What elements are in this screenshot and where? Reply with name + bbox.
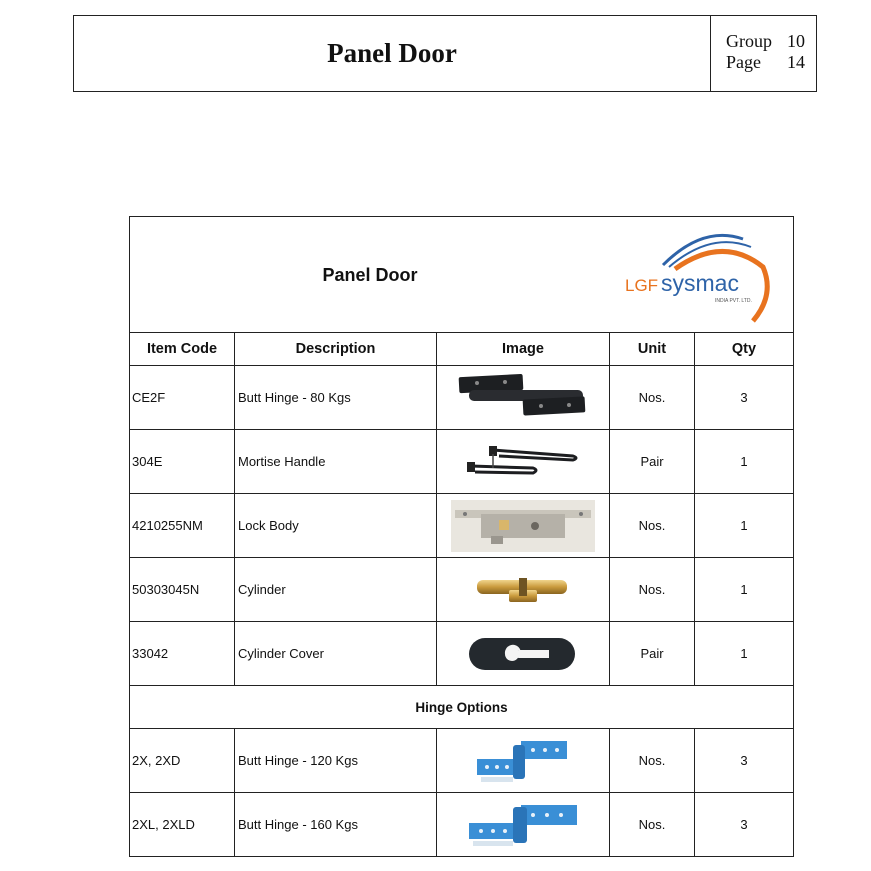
table-row [130,494,794,558]
page-value: 14 [787,52,805,72]
blue-butt-hinge-icon [473,739,573,783]
group-label: Group [726,31,772,51]
item-image [437,494,610,558]
item-image [437,366,610,430]
black-butt-hinge-icon [453,372,593,424]
logo-sysmac-text: sysmac [661,270,739,296]
item-description: Lock Body [235,494,437,558]
item-image [437,558,610,622]
col-unit: Unit [610,333,695,366]
hinge-options-heading: Hinge Options [130,686,794,729]
item-image [437,430,610,494]
hinge-options-heading-row [130,686,794,729]
item-unit: Nos. [610,494,695,558]
item-code: 2XL, 2XLD [130,793,235,857]
group-value: 10 [787,31,805,51]
item-code: 33042 [130,622,235,686]
item-description: Butt Hinge - 120 Kgs [235,729,437,793]
item-code: 50303045N [130,558,235,622]
item-image [437,793,610,857]
table-row [130,793,794,857]
item-code: 2X, 2XD [130,729,235,793]
item-code: 4210255NM [130,494,235,558]
item-qty: 1 [695,430,794,494]
item-qty: 3 [695,793,794,857]
parts-table [129,216,794,857]
item-unit: Nos. [610,366,695,430]
table-title-cell [130,217,794,333]
item-code: CE2F [130,366,235,430]
item-description: Cylinder [235,558,437,622]
item-unit: Pair [610,430,695,494]
col-image: Image [437,333,610,366]
item-qty: 1 [695,558,794,622]
page-reference [710,16,816,91]
item-description: Cylinder Cover [235,622,437,686]
item-qty: 1 [695,494,794,558]
item-unit: Pair [610,622,695,686]
cylinder-cover-icon [467,634,579,674]
item-qty: 3 [695,729,794,793]
item-qty: 1 [695,622,794,686]
table-row [130,622,794,686]
lever-handle-icon [463,440,583,484]
item-description: Mortise Handle [235,430,437,494]
page-header [73,15,817,92]
item-unit: Nos. [610,793,695,857]
page-title: Panel Door [327,38,457,68]
item-code: 304E [130,430,235,494]
brass-cylinder-icon [473,572,573,608]
item-description: Butt Hinge - 160 Kgs [235,793,437,857]
table-row [130,729,794,793]
table-title: Panel Door [322,265,418,285]
item-image [437,622,610,686]
lgf-sysmac-logo [623,225,779,325]
table-row [130,366,794,430]
logo-subtext: INDIA PVT. LTD. [715,298,752,304]
item-unit: Nos. [610,729,695,793]
col-qty: Qty [695,333,794,366]
item-description: Butt Hinge - 80 Kgs [235,366,437,430]
col-item-code: Item Code [130,333,235,366]
table-row [130,558,794,622]
lock-body-icon [451,500,595,552]
table-row [130,430,794,494]
blue-butt-hinge-icon [465,803,581,847]
col-description: Description [235,333,437,366]
table-header-row [130,333,794,366]
item-image [437,729,610,793]
item-unit: Nos. [610,558,695,622]
item-qty: 3 [695,366,794,430]
logo-lgf-text: LGF [625,276,659,295]
page-label: Page [726,52,761,72]
